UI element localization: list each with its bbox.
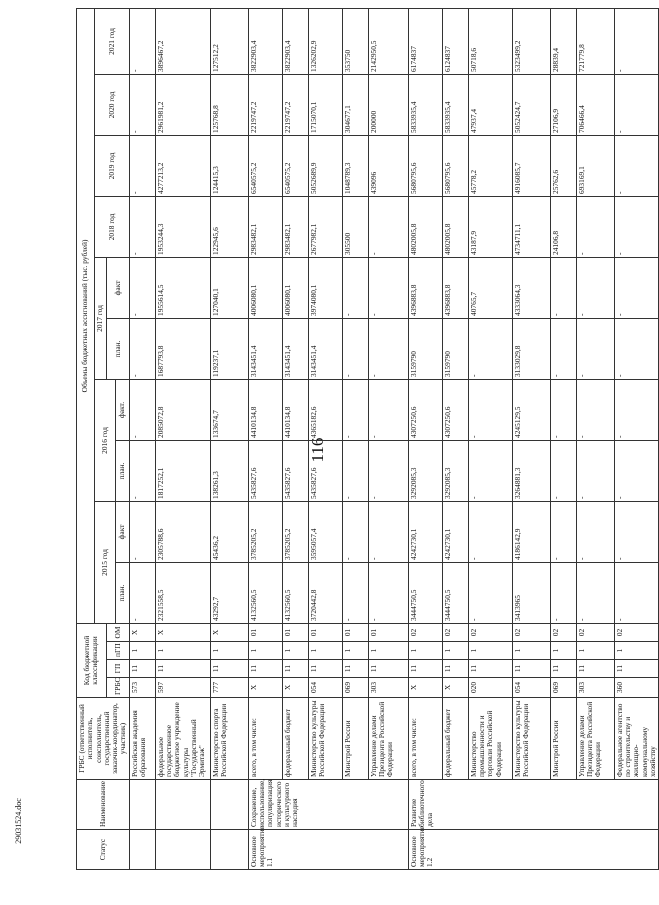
amount-cell: 693169,1 <box>576 135 614 196</box>
amount-cell: - <box>614 379 658 440</box>
grbs-cell: Минстрой России <box>342 698 368 780</box>
code-cell: 054 <box>512 678 550 698</box>
amount-cell: 6540575,2 <box>282 135 308 196</box>
amount-cell: - <box>550 562 576 623</box>
amount-cell: 127512,2 <box>210 8 248 74</box>
amount-cell: - <box>576 562 614 623</box>
grbs-cell: Управление делами Президента Российской Федерации <box>368 698 408 780</box>
amount-cell: 40765,7 <box>468 257 512 318</box>
code-cell: Х <box>408 678 442 698</box>
code-cell: 1 <box>614 642 658 660</box>
table-row <box>368 8 408 869</box>
amount-cell: - <box>129 135 155 196</box>
code-cell: 11 <box>368 660 408 678</box>
amount-cell: 27106,9 <box>550 74 576 135</box>
amount-cell: - <box>342 562 368 623</box>
grbs-cell: всего, в том числе: <box>408 698 442 780</box>
code-cell: Х <box>129 623 155 641</box>
amount-cell: 3785205,2 <box>282 501 308 562</box>
amount-cell: 125768,8 <box>210 74 248 135</box>
code-cell: Х <box>155 623 210 641</box>
amount-cell: 5680795,6 <box>408 135 442 196</box>
amount-cell: 3720442,8 <box>308 562 342 623</box>
amount-cell: 3292085,3 <box>408 440 442 501</box>
amount-cell: 45436,2 <box>210 501 248 562</box>
name-cell: Сохранение, использование, популяризация исторического и культурного наследия <box>248 780 408 830</box>
amount-cell: - <box>129 562 155 623</box>
amount-cell: - <box>342 257 368 318</box>
amount-cell: - <box>368 440 408 501</box>
amount-cell: 3133029,8 <box>512 318 550 379</box>
code-cell: 1 <box>550 642 576 660</box>
amount-cell: 4132560,5 <box>248 562 282 623</box>
amount-cell: 3143451,4 <box>248 318 282 379</box>
status-cell <box>155 830 210 870</box>
code-cell: 01 <box>308 623 342 641</box>
grbs-cell: Министерство культуры Российской Федерации <box>512 698 550 780</box>
code-cell: 01 <box>368 623 408 641</box>
code-cell: 069 <box>550 678 576 698</box>
amount-cell: 2219747,2 <box>282 74 308 135</box>
code-cell: 11 <box>614 660 658 678</box>
grbs-cell: Минстрой России <box>550 698 576 780</box>
code-cell: 777 <box>210 678 248 698</box>
amount-cell: 5435827,6 <box>308 440 342 501</box>
header-year-2017: 2017 год <box>95 257 107 379</box>
code-cell: Х <box>248 678 282 698</box>
amount-cell: - <box>129 257 155 318</box>
amount-cell: 2321558,5 <box>155 562 210 623</box>
code-cell: 11 <box>576 660 614 678</box>
header-2017-fact: факт <box>106 257 129 318</box>
table-row <box>282 8 308 869</box>
code-cell: 1 <box>442 642 468 660</box>
amount-cell: - <box>550 501 576 562</box>
amount-cell: 119237,1 <box>210 318 248 379</box>
amount-cell: - <box>614 74 658 135</box>
table-row <box>550 8 576 869</box>
amount-cell: - <box>576 501 614 562</box>
header-code-pgp: пГП <box>106 642 129 660</box>
header-2016-plan: план. <box>115 440 129 501</box>
code-cell: 11 <box>550 660 576 678</box>
name-cell <box>155 780 210 830</box>
code-cell: 02 <box>512 623 550 641</box>
amount-cell: 4006080,1 <box>282 257 308 318</box>
code-cell: 1 <box>308 642 342 660</box>
amount-cell: 4802005,8 <box>408 196 442 257</box>
amount-cell: - <box>342 501 368 562</box>
grbs-cell: Министерство спорта Российской Федерации <box>210 698 248 780</box>
amount-cell: 6540575,2 <box>248 135 282 196</box>
header-status: Статус <box>77 830 130 870</box>
amount-cell: - <box>368 501 408 562</box>
grbs-cell: федеральный бюджет <box>442 698 468 780</box>
amount-cell: 4802005,8 <box>442 196 468 257</box>
amount-cell: 200000 <box>368 74 408 135</box>
amount-cell: 2085072,8 <box>155 379 210 440</box>
amount-cell: 3444750,5 <box>442 562 468 623</box>
amount-cell: - <box>129 501 155 562</box>
amount-cell: 127040,1 <box>210 257 248 318</box>
status-cell: Основное мероприятие 1.2 <box>408 830 658 870</box>
table-row <box>129 8 155 869</box>
amount-cell: 2677982,1 <box>308 196 342 257</box>
amount-cell: 1687793,8 <box>155 318 210 379</box>
amount-cell: 138261,3 <box>210 440 248 501</box>
amount-cell: 1326202,9 <box>308 8 342 74</box>
amount-cell: 706466,4 <box>576 74 614 135</box>
code-cell: 02 <box>442 623 468 641</box>
header-grbs: ГРБС (ответственный исполнитель, соисполнитель, государственный заказчик-координатор, участник) <box>77 698 130 780</box>
code-cell: 02 <box>576 623 614 641</box>
amount-cell: 4734711,1 <box>512 196 550 257</box>
code-cell: 303 <box>576 678 614 698</box>
amount-cell: 2961981,2 <box>155 74 210 135</box>
table-row <box>468 8 512 869</box>
amount-cell: 5052424,7 <box>512 74 550 135</box>
code-cell: 054 <box>308 678 342 698</box>
amount-cell: 3974080,1 <box>308 257 342 318</box>
amount-cell: 3159790 <box>408 318 442 379</box>
amount-cell: 4916085,7 <box>512 135 550 196</box>
header-2017-plan: план. <box>106 318 129 379</box>
header-code-gp: ГП <box>106 660 129 678</box>
amount-cell: - <box>129 8 155 74</box>
amount-cell: - <box>576 379 614 440</box>
code-cell: 11 <box>408 660 442 678</box>
code-cell: 11 <box>282 660 308 678</box>
amount-cell: 1955614,5 <box>155 257 210 318</box>
amount-cell: - <box>576 257 614 318</box>
amount-cell: - <box>342 440 368 501</box>
amount-cell: 25762,6 <box>550 135 576 196</box>
amount-cell: 45778,2 <box>468 135 512 196</box>
code-cell: 11 <box>442 660 468 678</box>
code-cell: 303 <box>368 678 408 698</box>
amount-cell: - <box>614 257 658 318</box>
table-body <box>129 8 658 869</box>
grbs-cell: всего, в том числе: <box>248 698 282 780</box>
code-cell: 1 <box>408 642 442 660</box>
code-cell: 360 <box>614 678 658 698</box>
amount-cell: - <box>468 562 512 623</box>
code-cell: 1 <box>576 642 614 660</box>
code-cell: 02 <box>408 623 442 641</box>
amount-cell: 4410134,8 <box>282 379 308 440</box>
amount-cell: 5435827,6 <box>248 440 282 501</box>
table-header <box>77 8 130 869</box>
amount-cell: 24106,8 <box>550 196 576 257</box>
amount-cell: 4132560,5 <box>282 562 308 623</box>
header-amounts-group: Объемы бюджетных ассигнований (тыс. рублей) <box>77 8 95 623</box>
code-cell: 1 <box>512 642 550 660</box>
code-cell: Х <box>442 678 468 698</box>
amount-cell: 122945,6 <box>210 196 248 257</box>
amount-cell: 2983482,1 <box>248 196 282 257</box>
amount-cell: 4186142,9 <box>512 501 550 562</box>
amount-cell: 3595057,4 <box>308 501 342 562</box>
amount-cell: 4245129,5 <box>512 379 550 440</box>
grbs-cell: Федеральное агентство по строительству и жилищно-коммунальному хозяйству <box>614 698 658 780</box>
code-cell: 1 <box>129 642 155 660</box>
amount-cell: 3822903,4 <box>282 8 308 74</box>
amount-cell: 50718,6 <box>468 8 512 74</box>
grbs-cell: Управление делами Президента Российской Федерации <box>576 698 614 780</box>
code-cell: 11 <box>210 660 248 678</box>
code-cell: 1 <box>210 642 248 660</box>
amount-cell: - <box>550 257 576 318</box>
amount-cell: - <box>468 440 512 501</box>
table-row <box>614 8 658 869</box>
amount-cell: 4333064,3 <box>512 257 550 318</box>
amount-cell: 4307250,6 <box>408 379 442 440</box>
amount-cell: 721779,8 <box>576 8 614 74</box>
amount-cell: 1715070,1 <box>308 74 342 135</box>
code-cell: 1 <box>155 642 210 660</box>
amount-cell: 6174837 <box>408 8 442 74</box>
amount-cell: - <box>576 318 614 379</box>
amount-cell: 4242730,1 <box>442 501 468 562</box>
amount-cell: 2142950,5 <box>368 8 408 74</box>
code-cell: 1 <box>342 642 368 660</box>
code-cell: 01 <box>282 623 308 641</box>
code-cell: 573 <box>129 678 155 698</box>
table-row <box>342 8 368 869</box>
amount-cell: - <box>129 196 155 257</box>
amount-cell: 439096 <box>368 135 408 196</box>
code-cell: 11 <box>248 660 282 678</box>
amount-cell: 304677,1 <box>342 74 368 135</box>
header-year-2019: 2019 год <box>95 135 130 196</box>
amount-cell: 4277213,2 <box>155 135 210 196</box>
table-row <box>248 8 282 869</box>
amount-cell: 4396883,8 <box>442 257 468 318</box>
amount-cell: 5435827,6 <box>282 440 308 501</box>
amount-cell: 5052689,9 <box>308 135 342 196</box>
amount-cell: 43187,9 <box>468 196 512 257</box>
amount-cell: 3785205,2 <box>248 501 282 562</box>
amount-cell: 5323499,2 <box>512 8 550 74</box>
amount-cell: 5833935,4 <box>442 74 468 135</box>
status-cell: Основное мероприятие 1.1 <box>248 830 408 870</box>
status-cell <box>129 830 155 870</box>
table-row <box>512 8 550 869</box>
amount-cell: 6124837 <box>442 8 468 74</box>
code-cell: 01 <box>342 623 368 641</box>
amount-cell: 47937,4 <box>468 74 512 135</box>
amount-cell: - <box>576 196 614 257</box>
header-2015-fact: факт <box>115 501 129 562</box>
document-file-code: 29031524.doc <box>14 798 23 844</box>
table-row <box>155 8 210 869</box>
amount-cell: 3143451,4 <box>308 318 342 379</box>
amount-cell: - <box>368 257 408 318</box>
code-cell: Х <box>210 623 248 641</box>
code-cell: 1 <box>248 642 282 660</box>
grbs-cell: федеральное государственное бюджетное учреждение культуры "Государственный Эрмитаж" <box>155 698 210 780</box>
code-cell: 1 <box>282 642 308 660</box>
amount-cell: - <box>342 318 368 379</box>
name-cell <box>210 780 248 830</box>
page-number: 116 <box>308 437 327 463</box>
amount-cell: - <box>368 196 408 257</box>
code-cell: 11 <box>129 660 155 678</box>
status-cell <box>210 830 248 870</box>
code-cell: 1 <box>468 642 512 660</box>
amount-cell: - <box>368 562 408 623</box>
grbs-cell: Министерство промышленности и торговли Российской Федерации <box>468 698 512 780</box>
amount-cell: - <box>129 74 155 135</box>
header-code-grbs: ГРБС <box>106 678 129 698</box>
amount-cell: 28839,4 <box>550 8 576 74</box>
grbs-cell: Министерство культуры Российской Федерации <box>308 698 342 780</box>
amount-cell: 4242730,1 <box>408 501 442 562</box>
amount-cell: 4396883,8 <box>408 257 442 318</box>
amount-cell: 3159790 <box>442 318 468 379</box>
name-cell: Развитие библиотечного дела <box>408 780 658 830</box>
amount-cell: 1817252,1 <box>155 440 210 501</box>
amount-cell: 4006080,1 <box>248 257 282 318</box>
header-2016-fact: факт. <box>115 379 129 440</box>
amount-cell: - <box>550 440 576 501</box>
table-row <box>408 8 442 869</box>
amount-cell: - <box>550 379 576 440</box>
header-year-2016: 2016 год <box>95 379 116 501</box>
code-cell: 11 <box>155 660 210 678</box>
header-2015-plan: план. <box>115 562 129 623</box>
amount-cell: 4365182,6 <box>308 379 342 440</box>
code-cell: Х <box>282 678 308 698</box>
code-cell: 02 <box>614 623 658 641</box>
code-cell: 01 <box>248 623 282 641</box>
code-cell: 11 <box>342 660 368 678</box>
amount-cell: - <box>468 501 512 562</box>
table-row <box>576 8 614 869</box>
name-cell <box>129 780 155 830</box>
amount-cell: 5680795,6 <box>442 135 468 196</box>
amount-cell: 3444750,5 <box>408 562 442 623</box>
amount-cell: 3896467,2 <box>155 8 210 74</box>
amount-cell: 1048789,3 <box>342 135 368 196</box>
amount-cell: - <box>614 135 658 196</box>
amount-cell: 2983482,1 <box>282 196 308 257</box>
amount-cell: 43292,7 <box>210 562 248 623</box>
amount-cell: 1953244,3 <box>155 196 210 257</box>
code-cell: 1 <box>368 642 408 660</box>
header-year-2015: 2015 год <box>95 501 116 623</box>
amount-cell: - <box>614 562 658 623</box>
grbs-cell: федеральный бюджет <box>282 698 308 780</box>
amount-cell: 124415,3 <box>210 135 248 196</box>
amount-cell: - <box>614 196 658 257</box>
budget-allocation-table <box>76 8 659 870</box>
amount-cell: - <box>468 379 512 440</box>
grbs-cell: Российская академия образования <box>129 698 155 780</box>
code-cell: 02 <box>468 623 512 641</box>
amount-cell: - <box>129 440 155 501</box>
code-cell: 11 <box>512 660 550 678</box>
amount-cell: - <box>550 318 576 379</box>
amount-cell: 353750 <box>342 8 368 74</box>
amount-cell: 3292085,3 <box>442 440 468 501</box>
amount-cell: 3822903,4 <box>248 8 282 74</box>
header-code-group: Код бюджетной классификации <box>77 623 107 697</box>
table-row <box>442 8 468 869</box>
amount-cell: 3143451,4 <box>282 318 308 379</box>
amount-cell: - <box>614 440 658 501</box>
code-cell: 069 <box>342 678 368 698</box>
header-year-2021: 2021 год <box>95 8 130 74</box>
amount-cell: - <box>576 440 614 501</box>
amount-cell: 133674,7 <box>210 379 248 440</box>
amount-cell: 5833935,4 <box>408 74 442 135</box>
header-name: Наименование <box>77 780 130 830</box>
amount-cell: 2305788,6 <box>155 501 210 562</box>
amount-cell: - <box>614 8 658 74</box>
header-code-om: ОМ <box>106 623 129 641</box>
amount-cell: - <box>129 318 155 379</box>
rotated-table-sheet <box>76 8 657 870</box>
amount-cell: - <box>342 379 368 440</box>
code-cell: 02 <box>550 623 576 641</box>
amount-cell: - <box>368 379 408 440</box>
code-cell: 020 <box>468 678 512 698</box>
header-year-2018: 2018 год <box>95 196 130 257</box>
amount-cell: 4307250,6 <box>442 379 468 440</box>
amount-cell: - <box>129 379 155 440</box>
amount-cell: - <box>468 318 512 379</box>
code-cell: 11 <box>308 660 342 678</box>
table-container <box>76 8 657 870</box>
code-cell: 597 <box>155 678 210 698</box>
table-row <box>308 8 342 869</box>
amount-cell: 3413965 <box>512 562 550 623</box>
amount-cell: - <box>614 318 658 379</box>
amount-cell: 2219747,2 <box>248 74 282 135</box>
amount-cell: - <box>614 501 658 562</box>
amount-cell: 3264881,3 <box>512 440 550 501</box>
table-row <box>210 8 248 869</box>
amount-cell: 305500 <box>342 196 368 257</box>
amount-cell: - <box>368 318 408 379</box>
amount-cell: 4410134,8 <box>248 379 282 440</box>
code-cell: 11 <box>468 660 512 678</box>
header-year-2020: 2020 год <box>95 74 130 135</box>
